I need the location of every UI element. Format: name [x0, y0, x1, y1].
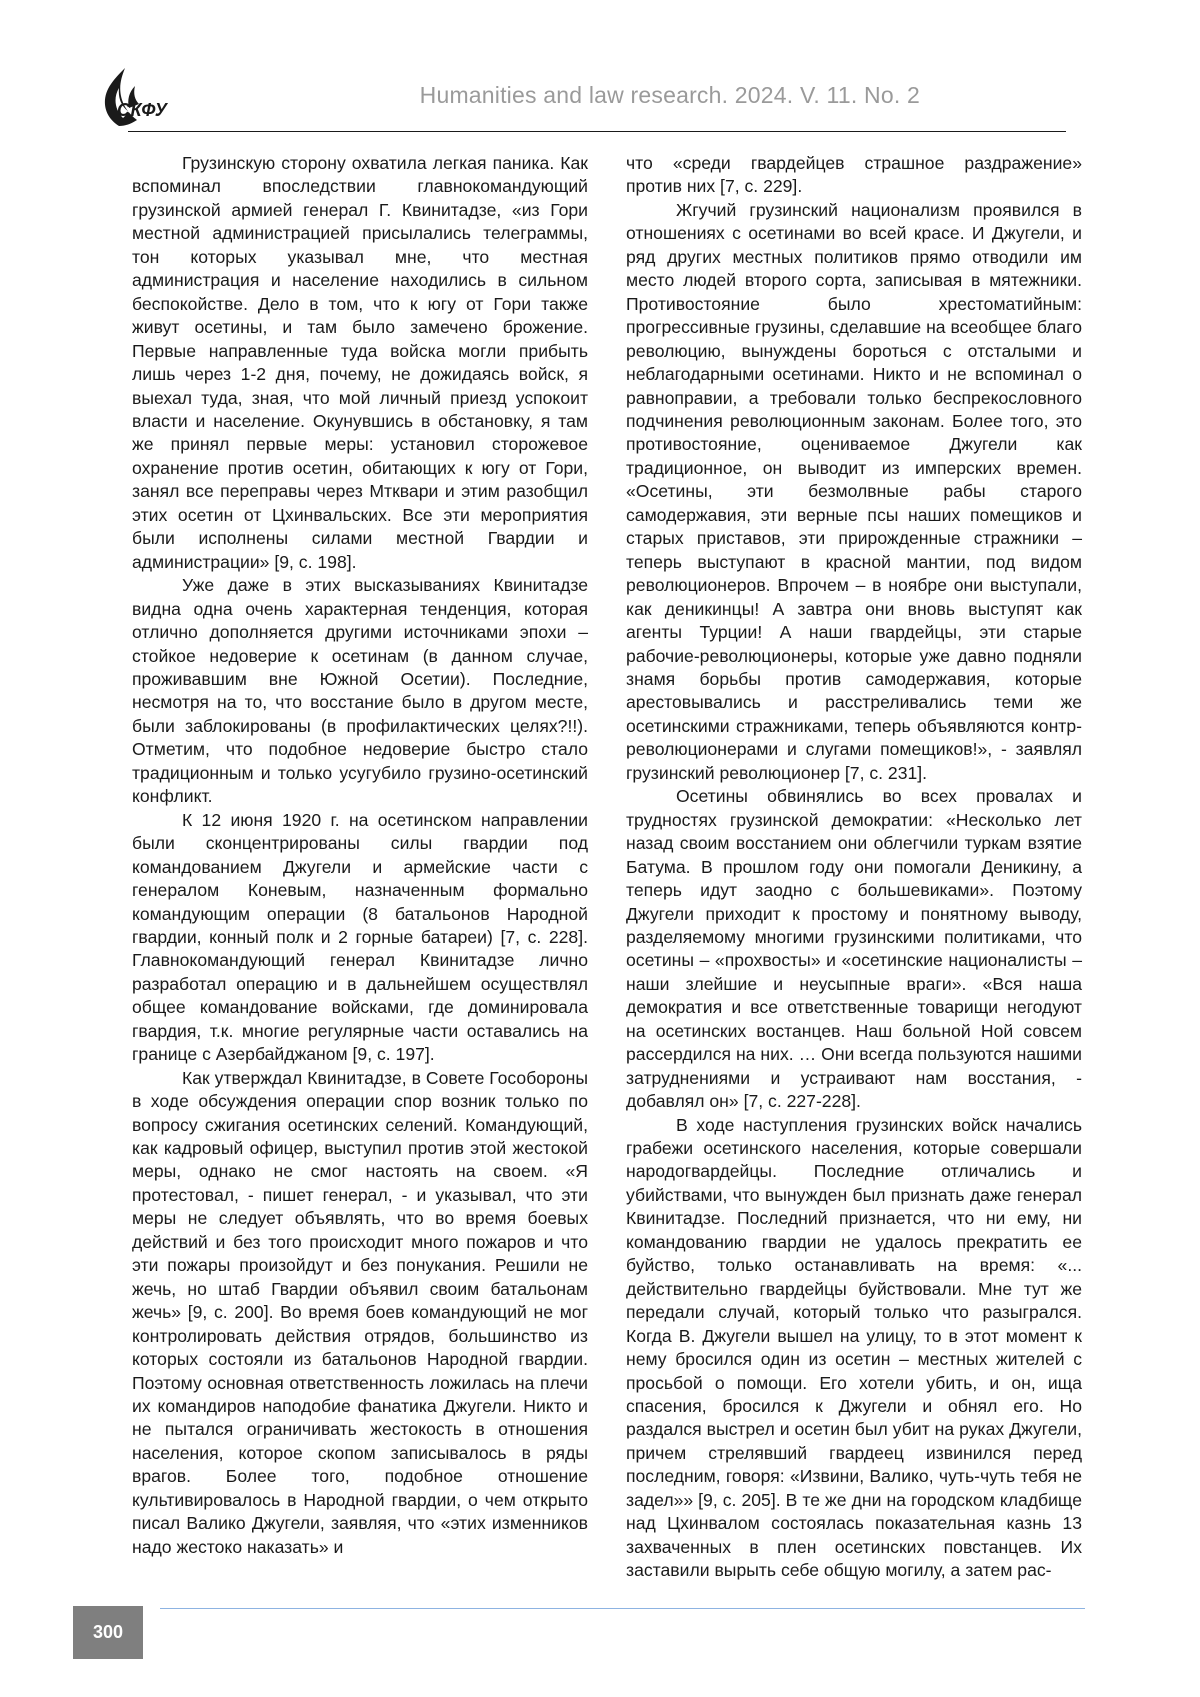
paragraph: В ходе наступления грузинских войск начались грабежи осетинского населения, которые совершали народогвардейцы. Последние отличались и убийствами, что вынужден был признать даже генерал Квинитадзе. Последний признается, что ни ему, ни командованию гвардии не удалось прекратить ее буйство, только останавливать на время: «... действительно гвардейцы буйствовали. Мне тут же передали случай, который только что разыгрался. Когда В. Джугели вышел на улицу, то в этот момент к нему бросился один из осетин – местных жителей с просьбой о помощи. Его хотели убить, и он, ища спасения, бросился к Джугели и обнял его. Но раздался выстрел и осетин был убит на руках Джугели, причем стрелявший гвардеец извинился перед последним, говоря: «Извини, Валико, чуть-чуть тебя не задел»» [9, с. 205]. В те же дни на городском кладбище над Цхинвалом состоялась показательная казнь 13 захваченных в плен осетинских повстанцев. Их заставили вырыть себе общую могилу, а затем рас- — [626, 1114, 1082, 1581]
page-number: 300 — [92, 1622, 124, 1642]
paragraph: Осетины обвинялись во всех провалах и трудностях грузинской демократии: «Несколько лет назад своим восстанием они облегчили туркам взятие Батума. В прошлом году они помогали Деникину, а теперь идут заодно с большевиками». Поэтому Джугели приходит к простому и понятному выводу, разделяемому многими грузинскими политиками, что осетины – «прохвосты» и «осетинские националисты – наши злейшие и неусыпные враги». «Вся наша демократия и все ответственные товарищи негодуют на осетинских востанцев. Наш больной Ной совсем рассердился на них. … Они всегда пользуются нашими затруднениями и устраивают нам восстания, - добавлял он» [7, с. 227-228]. — [626, 786, 1082, 1112]
left-column — [132, 152, 588, 1559]
right-column — [626, 152, 1082, 1583]
header-rule — [128, 131, 1066, 132]
page-number-box — [73, 1606, 143, 1659]
logo-text: СКФУ — [117, 100, 168, 120]
paragraph: Грузинскую сторону охватила легкая паника. Как вспоминал впоследствии главнокомандующий грузинской армией генерал Г. Квинитадзе, «из Гори местной администрацией присылались телеграммы, тон которых указывал мне, что местная администрация и население находились в сильном беспокойстве. Дело в том, что к югу от Гори также живут осетины, и там было замечено брожение. Первые направленные туда войска могли прибыть лишь через 1-2 дня, почему, не дожидаясь войск, я выехал туда, зная, что мой личный приезд успокоит власти и население. Окунувшись в обстановку, я там же принял первые меры: установил сторожевое охранение против осетин, обитающих к югу от Гори, занял все переправы через Мтквари и этим разобщил этих осетин от Цхинвальских. Все эти мероприятия были исполнены силами местной Гвардии и администрации» [9, с. 198]. — [132, 153, 588, 572]
paragraph: К 12 июня 1920 г. на осетинском направлении были сконцентрированы силы гвардии под командованием Джугели и армейские части с генералом Коневым, назначенным формально командующим операции (8 батальонов Народной гвардии, конный полк и 2 горные батареи) [7, с. 228]. Главнокомандующий генерал Квинитадзе лично разработал операцию и в дальнейшем осуществлял общее командование войсками, где доминировала гвардия, т.к. многие регулярные части оставались на границе с Азербайджаном [9, с. 197]. — [132, 809, 588, 1065]
paragraph-continuation: что «среди гвардейцев страшное раздражение» против них [7, с. 229]. — [626, 153, 1082, 197]
paragraph: Уже даже в этих высказываниях Квинитадзе видна одна очень характерная тенденция, которая отлично дополняется другими источниками эпохи – стойкое недоверие к осетинам (в данном случае, проживавшим вне Южной Осетии). Последние, несмотря на то, что восстание было в другом месте, были заблокированы (в профилактических целях?!!). Отметим, что подобное недоверие быстро стало традиционным и только усугубило грузино-осетинский конфликт. — [132, 575, 588, 807]
paragraph: Жгучий грузинский национализм проявился в отношениях с осетинами во всей красе. И Джугели, и ряд других местных политиков прямо отводили им место людей второго сорта, записывая в мятежники. Противостояние было хрестоматийным: прогрессивные грузины, сделавшие на всеобщее благо революцию, вынуждены бороться с отсталыми и неблагодарными осетинами. Никто и не вспоминал о равноправии, а требовали только беспрекословного подчинения революционным законам. Более того, это противостояние, оцениваемое Джугели как традиционное, он выводит из имперских времен. «Осетины, эти безмолвные рабы старого самодержавия, эти верные псы наших помещиков и старых приставов, эти прирожденные стражники – теперь выступают в красной мантии, под видом революционеров. Впрочем – в ноябре они выступали, как деникинцы! А завтра они вновь выступят как агенты Турции! А наши гвардейцы, эти старые рабочие-революционеры, которые уже давно подняли знамя борьбы против самодержавия, которые арестовывались и расстреливались теми же осетинскими стражниками, теперь объявляются контр-революционерами и слугами помещиков!», - заявлял грузинский революционер [7, с. 231]. — [626, 199, 1082, 783]
running-header: Humanities and law research. 2024. V. 11. No. 2 — [419, 82, 920, 108]
paragraph: Как утверждал Квинитадзе, в Совете Гособороны в ходе обсуждения операции спор возник только по вопросу сжигания осетинских селений. Командующий, как кадровый офицер, выступил против этой жестокой меры, однако не смог настоять на своем. «Я протестовал, - пишет генерал, - и указывал, что эти меры не следует объявлять, что во время боевых действий и без того происходит много пожаров и что эти пожары произойдут и без понукания. Решили не жечь, но штаб Гвардии объявил своим батальонам жечь» [9, с. 200]. Во время боев командующий не мог контролировать действия отрядов, большинство из которых состояли из батальонов Народной гвардии. Поэтому основная ответственность ложилась на плечи их командиров наподобие фанатика Джугели. Никто и не пытался ограничивать жестокость в отношения населения, которое скопом записывалось в ряды врагов. Более того, подобное отношение культивировалось в Народной гвардии, о чем открыто писал Валико Джугели, заявляя, что «этих изменников надо жестоко наказать» и — [132, 1067, 588, 1557]
footer-rule — [160, 1608, 1085, 1609]
